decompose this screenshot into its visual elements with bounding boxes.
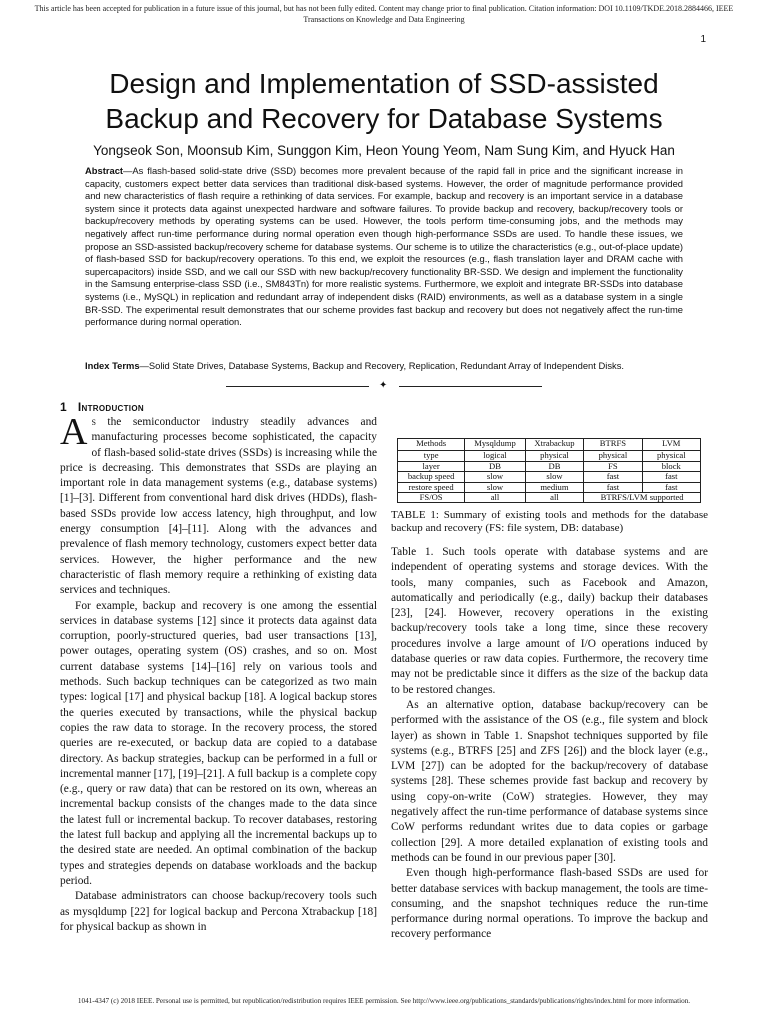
abstract-text: —As flash-based solid-state drive (SSD) becomes more prevalent because of the rapid fall in price and the significant increase in capacity, customers expect better data services than traditional disk-based systems. However, the order of magnitude performance provided and new characteristics of flash require a rethinking of data services. For example, backup and recovery is an important service in a database system since it protects data against unexpected hardware and software failures. To provide backup and recovery, backup/recovery tools or backup/recovery methods by operating systems can be used. However, the tools perform time-consuming jobs, and the methods may negatively affect run-time performance during normal operation even though high-performance SSDs are used. To handle these issues, we propose an SSD-assisted backup/recovery scheme for database systems. Our scheme is to utilize the characteristics (e.g., out-of-place update) of flash-based SSD for backup/recovery operations. To this end, we exploit the resources (e.g., flash translation layer and DRAM cache with supercapacitors) inside SSD, and we call our SSD with new backup/recovery functionality BR-SSD. We design and implement the functionality in the Samsung enterprise-class SSD (i.e., SM843Tn) for more realistic systems. Furthermore, we exploit and integrate BR-SSDs into database systems (i.e., MySQL) in replication and redundant array of independent disks (RAID) environments, as well as a database system in a single BR-SSD. The experimental result demonstrates that our scheme provides fast backup and recovery but does not negatively affect the run-time performance during normal operation. [85, 165, 683, 328]
table-header-cell: BTRFS [584, 439, 642, 451]
table-cell: fast [584, 482, 642, 492]
table-cell: slow [465, 472, 525, 482]
table-cell: physical [642, 451, 700, 461]
table-cell: backup speed [398, 472, 465, 482]
drop-cap: A [60, 411, 88, 453]
intro-paragraph-2: For example, backup and recovery is one among the essential services in database systems [12] since it protects data against data corruption, poorly-structured queries, bad user transactions [13], power outages, operating system (OS) crashes, and so on. Most current database systems [14]–[16] rely on various tools and methods. Such backup techniques can be categorized as two main types: logical [17] and physical backup [18]. A logical backup stores the queries executed by transactions, while the physical backup copies the raw data to storage. In the recovery process, the stored queries are re-executed, or backup data are copied to a database directory. As backup strategies, backup can be performed in a full or incremental manner [17], [19]–[21]. A full backup is a complete copy (e.g., query or raw data) that can be restored on its own, whereas an incremental backup consists of the changes made to the data since the latest full or incremental backup. To recover databases, restoring the latest full backup and applying all the incremental backups up to the desired state are needed. An optimal combination of the backup types and strategies depends on database workloads and the backup period. [60, 599, 377, 887]
right-column [391, 545, 708, 943]
table-header-row [398, 439, 701, 451]
left-column [60, 411, 377, 935]
summary-table [397, 438, 701, 503]
separator-line-right [399, 386, 542, 387]
table-caption: TABLE 1: Summary of existing tools and methods for the database backup and recovery (FS: file system, DB: database) [391, 509, 708, 535]
table-cell: physical [525, 451, 584, 461]
section-title: Introduction [77, 400, 144, 414]
table-cell: DB [525, 461, 584, 471]
separator-line-left [226, 386, 369, 387]
copyright-footer: 1041-4347 (c) 2018 IEEE. Personal use is permitted, but republication/redistribution requires IEEE permission. See http://www.ieee.org/publications_standards/publications/rights/index.html for more information. [77, 997, 691, 1005]
abstract [85, 165, 683, 329]
table-cell: BTRFS/LVM supported [584, 493, 701, 503]
table-cell: layer [398, 461, 465, 471]
section-number: 1 [60, 400, 67, 414]
table-cell: DB [465, 461, 525, 471]
author-list: Yongseok Son, Moonsub Kim, Sunggon Kim, Heon Young Yeom, Nam Sung Kim, and Hyuck Han [93, 143, 675, 158]
index-terms-text: —Solid State Drives, Database Systems, Backup and Recovery, Replication, Redundant Array of Independent Disks. [139, 360, 624, 371]
table-header-cell: Xtrabackup [525, 439, 584, 451]
table-cell: all [525, 493, 584, 503]
right-paragraph-1: Table 1. Such tools operate with database systems and are independent of operating systems and storage devices. With the tools, many companies, such as Facebook and Amazon, automatically and periodically (e.g., daily) backup their databases [23], [24]. However, recovery operations in the existing backup/recovery tools take a long time, since these recovery procedures involve a large amount of I/O operations induced by database queries or raw data copies. Furthermore, the recovery time may not be predictable since it differs as the size of the backup data to be restored changes. [391, 546, 708, 696]
table-cell: FS [584, 461, 642, 471]
table-cell: slow [465, 482, 525, 492]
table-cell: logical [465, 451, 525, 461]
title-line-1: Design and Implementation of SSD-assisted [109, 68, 659, 99]
intro-paragraph-1 [60, 411, 377, 599]
table-header-cell: Methods [398, 439, 465, 451]
index-terms [85, 360, 683, 373]
page-number: 1 [700, 34, 706, 45]
table-cell: restore speed [398, 482, 465, 492]
intro-paragraph-3: Database administrators can choose backup/recovery tools such as mysqldump [22] for logical backup and Percona Xtrabackup [18] for physical backup as shown in [60, 890, 377, 933]
table-row [398, 451, 701, 461]
abstract-label: Abstract [85, 165, 124, 176]
table-cell: fast [642, 472, 700, 482]
table-cell: physical [584, 451, 642, 461]
journal-notice: This article has been accepted for publication in a future issue of this journal, but has not been fully edited. Content may change prior to final publication. Citation information: DOI 10.1109/TKDE.2018.2884466, IEEE Transactions on Knowledge and Data Engineering [34, 4, 734, 24]
table-cell: FS/OS [398, 493, 465, 503]
table-row [398, 472, 701, 482]
paper-title [40, 66, 728, 136]
table-row [398, 482, 701, 492]
table-row [398, 493, 701, 503]
section-separator [226, 380, 542, 392]
table-row [398, 461, 701, 471]
index-terms-label: Index Terms [85, 360, 140, 371]
drop-cap-tail: s [91, 416, 96, 428]
right-paragraph-3: Even though high-performance flash-based SSDs are used for better database services with backup management, the tools are time-consuming, and the snapshot techniques reduce the run-time performance during normal operations. To improve the backup and recovery performance [391, 867, 708, 941]
table-cell: slow [525, 472, 584, 482]
table-header-cell: LVM [642, 439, 700, 451]
table-cell: fast [642, 482, 700, 492]
table-cell: fast [584, 472, 642, 482]
table-header-cell: Mysqldump [465, 439, 525, 451]
title-line-2: Backup and Recovery for Database Systems [105, 103, 663, 134]
table-cell: block [642, 461, 700, 471]
table-cell: medium [525, 482, 584, 492]
intro-paragraph-1-text: the semiconductor industry steadily advances and manufacturing processes become sophisticated, the capacity of flash-based solid-state drives (SSDs) is increasing while the price is decreasing. This demonstrates that SSDs are playing an important role in data management systems (e.g., database systems) [1]–[3]. Different from conventional hard disk drives (HDDs), flash-based SSDs provide low access latency, high throughput, and low energy consumption [4]–[11]. Along with the advances and prevalence of flash memory technology, customers expect better data services. However, the higher performance and the new characteristic of flash memory require a rethinking of existing data services and techniques. [60, 416, 377, 597]
table-cell: type [398, 451, 465, 461]
summary-table-container [397, 438, 701, 503]
table-cell: all [465, 493, 525, 503]
right-paragraph-2: As an alternative option, database backup/recovery can be performed with the assistance of the OS (e.g., file system and block layer) as shown in Table 1. Snapshot techniques supported by file systems (e.g., BTRFS [25] and ZFS [26]) and the block layer (e.g., LVM [27]) can be adopted for the backup/recovery of database systems [28]. These schemes provide fast backup and recovery by using copy-on-write (CoW) strategies. However, they may negatively affect the run-time performance of database systems since CoW performs redundant writes due to data copies or garbage collection [29]. A more detailed explanation of existing tools and methods can be found in our previous paper [30]. [391, 698, 708, 864]
diamond-icon: ✦ [379, 380, 388, 391]
section-heading [60, 400, 380, 414]
